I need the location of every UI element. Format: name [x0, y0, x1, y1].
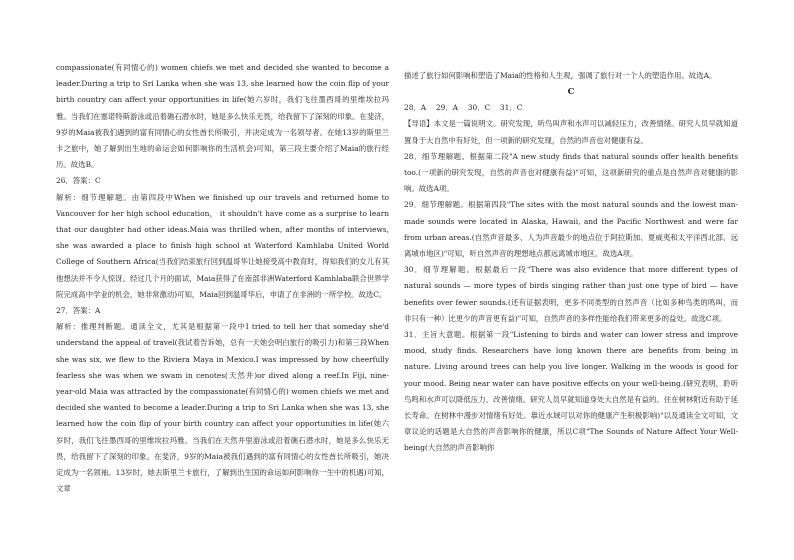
paragraph: 28．细节理解题。根据第二段"A new study finds that natural sounds offer health benefits too.(一项新的研究发现，自然的声音也对健康有益)"可知，这项新研究的重点是自然声音对健康的影响。故选A项。 — [404, 151, 738, 194]
answer-line: 26．答案：C — [56, 176, 101, 186]
paragraph: 30．细节理解题。根据最后一段"There was also evidence that more different types of natural sounds — more types of birds singing rather than just one type of bird — have benefits over fewer sounds.(还有证据表明，更多不同类型的自然声音（比如多种鸟类的鸣叫，而非只有一种）比更少的声音更有益)"可知，自然声音的多样性能给我们带来更多的益处。故选C项。 — [404, 265, 738, 323]
paragraph: 解析：细节理解题。由第四段中When we finished up our travels and returned home to Vancouver for her high school education， it shouldn't have come as a surprise to learn that our daughter had other ideas.Maia was thrilled when, after months of interviews, she was awarded a place to finish high school at Waterford Kamhlaba United World College of Southern Africa(当我们结束旅行回到温哥华让她接受高中教育时，得知我们的女儿有其他想法并不令人惊讶。经过几个月的面试，Maia获得了在南部非洲Waterford Kamhlaba联合世界学院完成高中学业的机会，她非常激动)可知，Maia回到温哥华后，申请了在非洲的一所学校。故选C。 — [56, 192, 389, 299]
paragraph: 31．主旨大意题。根据第一段"Listening to birds and water can lower stress and improve mood, study finds. Researchers have long known there are benefits from being in nature. Living around trees can help you live longer. Walking in the woods is good for your mood. Being near water can have positive effects on your well-being.(研究表明，聆听鸟鸣和水声可以降低压力、改善情绪。研究人员早就知道身处大自然是有益的。住在树林附近有助于延长寿命。在树林中漫步对情绪有好处。靠近水域可以对你的健康产生积极影响)"以及通读全文可知，文章议论的话题是大自然的声音影响你的健康，所以C项"The Sounds of Nature Affect Your Well-being(大自然的声音影响你 — [404, 330, 738, 453]
answer-line: 27．答案：A — [56, 306, 101, 316]
paragraph: compassionate(有同情心的) women chiefs we met and decided she wanted to become a leader.During a trip to Sri Lanka when she was 13, she learned how the coin flip of your birth country can affect your opportunities in life(她六岁时，我们飞往墨西哥的里维埃拉玛雅。当我们在塞诺特斯游泳或沿着礁石潜水时，她是多么快乐无畏，给我留下了深刻的印象。在斐济，9岁的Maia被我们遇到的富有同情心的女性酋长所吸引，并决定成为一名领导者。在她13岁的斯里兰卡之旅中，她了解到出生地的命运会如何影响你的生活机会)可知，第三段主要介绍了Maia的旅行经历。故选B。 — [56, 63, 389, 170]
paragraph: 29．细节理解题。根据第四段"The sites with the most natural sounds and the lowest man-made sounds were located in Alaska, Hawaii, and the Pacific Northwest and were far from urban areas.(自然声音最多、人为声音最少的地点位于阿拉斯加、夏威夷和太平洋西北部，远离城市地区)"可知，听自然声音的理想地点都远离城市地区。故选A项。 — [404, 200, 738, 259]
paragraph: 【导语】本文是一篇说明文。研究发现，听鸟叫声和水声可以减轻压力，改善情绪。研究人员早就知道置身于大自然中有好处，但一项新的研究发现，自然的声音也对健康有益。 — [404, 119, 738, 145]
left-column — [56, 60, 389, 530]
answer-line: 28．A 29．A 30．C 31．C — [404, 103, 523, 113]
section-letter: C — [567, 87, 575, 98]
paragraph: 解析：推理判断题。通读全文，尤其是根据第一段中I tried to tell her that someday she'd understand the appeal of travel(我试着告诉她，总有一天她会明白旅行的吸引力)和第三段When she was six, we flew to the Riviera Maya in Mexico.I was impressed by how cheerfully fearless she was when we swam in cenotes(天然井)or dived along a reef.In Fiji, nine-year-old Maia was attracted by the compassionate(有同情心的) women chiefs we met and decided she wanted to become a leader.During a trip to Sri Lanka when she was 13, she learned how the coin flip of your birth country can affect your opportunities in life(她六岁时，我们飞往墨西哥的里维埃拉玛雅。当我们在天然井里游泳或沿着礁石潜水时，她是多么快乐无畏，给我留下了深刻的印象。在斐济，9岁的Maia被我们遇到的富有同情心的女性酋长所吸引，她决定成为一名领袖。13岁时，她去斯里兰卡旅行，了解到出生国的命运如何影响你一生中的机遇)可知，文章 — [56, 322, 389, 494]
right-column — [404, 68, 738, 538]
paragraph: 描述了旅行如何影响和塑造了Maia的性格和人生观，强调了旅行对一个人的塑造作用。故选A。 — [404, 71, 717, 80]
